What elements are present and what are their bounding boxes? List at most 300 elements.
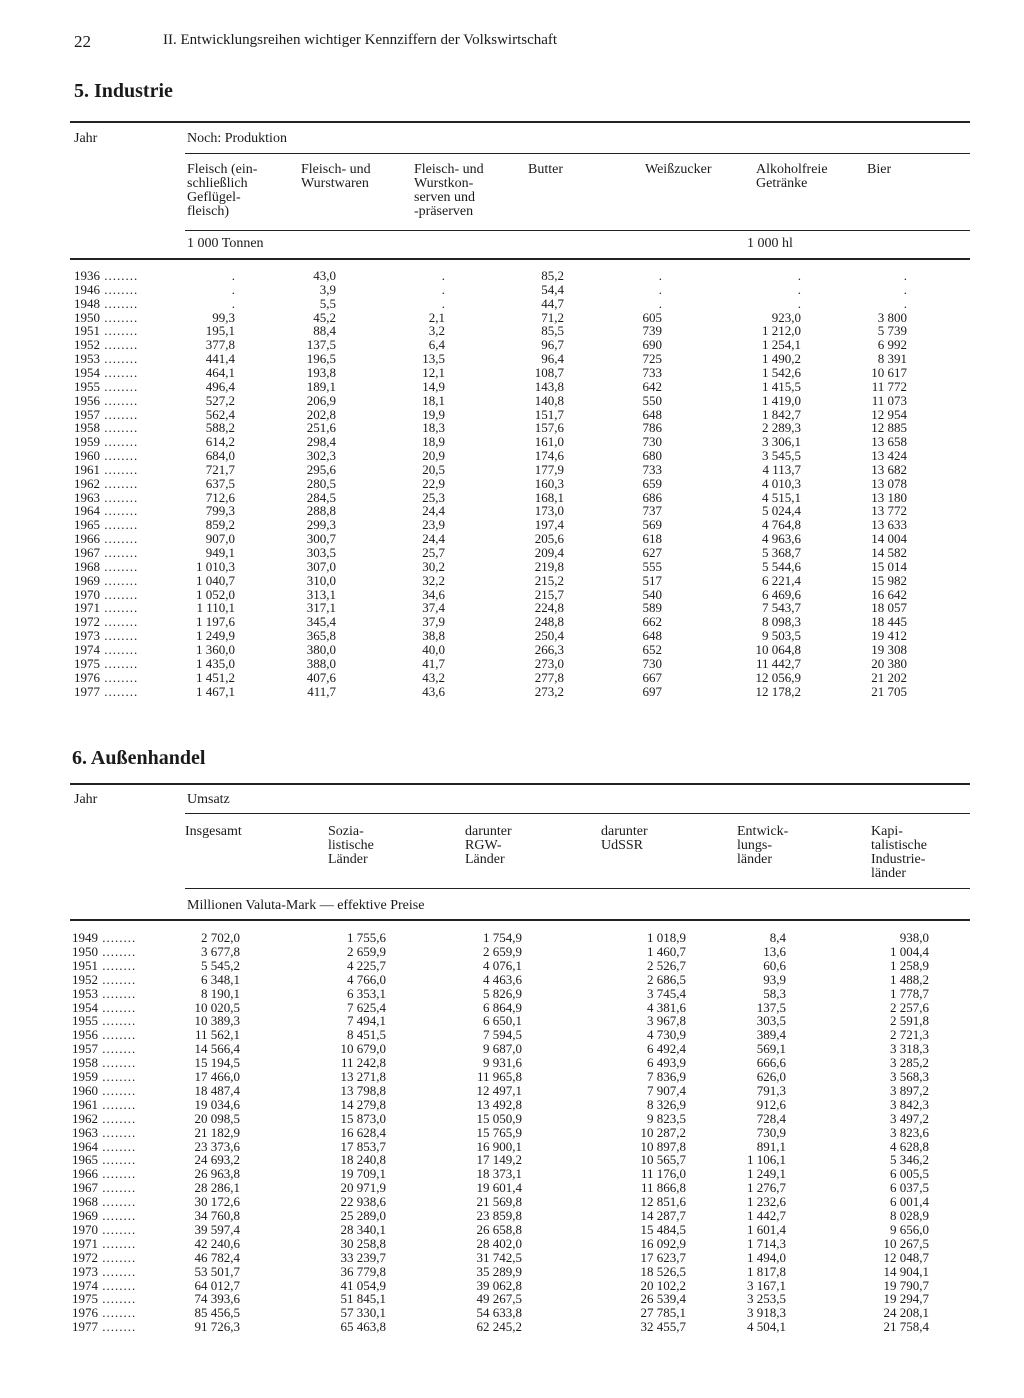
table-cell: 28 402,0 xyxy=(476,1235,522,1251)
table-cell: 411,7 xyxy=(307,683,336,699)
table-cell: 303,5 xyxy=(756,1013,786,1029)
table-cell: 197,4 xyxy=(534,517,564,533)
table-cell: 65 463,8 xyxy=(340,1319,386,1335)
table-cell: 648 xyxy=(642,628,662,644)
table-cell: 725 xyxy=(642,351,662,367)
table-cell: 248,8 xyxy=(534,614,564,630)
table-cell: 88,4 xyxy=(313,323,336,339)
table-cell: 273,2 xyxy=(534,683,564,699)
row-year: 1977 ........ xyxy=(72,1319,137,1335)
table-cell: 786 xyxy=(642,420,662,436)
table-cell: 34 760,8 xyxy=(194,1208,240,1223)
row-year: 1973 ........ xyxy=(74,628,139,644)
table-cell: 25,3 xyxy=(422,489,445,505)
row-year: 1949 ........ xyxy=(72,930,137,945)
table-cell: 39 597,4 xyxy=(194,1221,240,1237)
table-cell: 5 024,4 xyxy=(762,503,801,519)
table-cell: 15 194,5 xyxy=(194,1055,240,1071)
unit-label-hectolitres: 1 000 hl xyxy=(747,236,793,251)
table-cell: 6 353,1 xyxy=(347,985,386,1001)
table-cell: 4 010,3 xyxy=(762,475,801,491)
table-cell: 12 851,6 xyxy=(640,1194,686,1210)
table-cell: 1 106,1 xyxy=(747,1152,786,1168)
table-cell: 1 601,4 xyxy=(747,1221,786,1237)
table-cell: 11 562,1 xyxy=(194,1027,240,1043)
table-cell: 143,8 xyxy=(534,378,564,394)
table-cell: . xyxy=(441,295,445,311)
table-cell: 527,2 xyxy=(205,392,235,408)
table-cell: 18 526,5 xyxy=(640,1263,686,1279)
table-cell: 1 010,3 xyxy=(196,558,235,574)
table-cell: 15 873,0 xyxy=(340,1110,386,1126)
table-cell: 1 276,7 xyxy=(747,1180,786,1196)
table-cell: 1 451,2 xyxy=(196,669,235,685)
table-cell: 2 659,9 xyxy=(347,943,386,959)
table-cell: . xyxy=(231,268,235,283)
table-cell: 721,7 xyxy=(205,461,235,477)
table-cell: . xyxy=(903,268,907,283)
row-year: 1968 ........ xyxy=(72,1194,137,1210)
table-cell: 310,0 xyxy=(306,572,336,588)
row-year: 1952 ........ xyxy=(74,337,139,353)
table-top-rule xyxy=(70,783,970,785)
table-cell: 5,5 xyxy=(319,295,336,311)
table-cell: 13 798,8 xyxy=(340,1082,386,1098)
table-cell: 3 318,3 xyxy=(890,1041,929,1057)
table-cell: 13 271,8 xyxy=(340,1069,386,1084)
table-cell: 733 xyxy=(642,461,662,477)
column-header: Fleisch- und Wurstwaren xyxy=(301,162,371,191)
table-cell: 799,3 xyxy=(205,503,235,519)
table-cell: 15 484,5 xyxy=(640,1221,686,1237)
table-cell: 365,8 xyxy=(306,628,336,644)
table-cell: 13 633 xyxy=(871,517,907,533)
table-cell: 8,4 xyxy=(769,930,786,945)
table-cell: 300,7 xyxy=(306,531,336,547)
table-cell: 33 239,7 xyxy=(340,1249,386,1265)
row-year: 1951 ........ xyxy=(72,957,137,973)
table-cell: 730,9 xyxy=(756,1124,786,1140)
table-cell: 313,1 xyxy=(306,586,336,602)
table-cell: 19 412 xyxy=(871,628,907,644)
table-cell: 14 582 xyxy=(871,545,907,560)
table-cell: 2 686,5 xyxy=(647,971,686,987)
table-cell: . xyxy=(231,281,235,297)
table-cell: 10 064,8 xyxy=(755,641,801,657)
table-cell: 24,4 xyxy=(422,503,445,519)
table-cell: 6 469,6 xyxy=(762,586,801,602)
table-cell: 3 677,8 xyxy=(201,943,240,959)
table-cell: 26 963,8 xyxy=(194,1166,240,1182)
table-cell: 174,6 xyxy=(534,448,564,464)
table-cell: 17 466,0 xyxy=(194,1069,240,1084)
table-cell: 19 034,6 xyxy=(194,1096,240,1112)
table-cell: . xyxy=(231,295,235,311)
table-cell: 1 817,8 xyxy=(747,1263,786,1279)
unit-rule xyxy=(185,888,970,889)
table-cell: 215,7 xyxy=(534,586,564,602)
table-cell: 22,9 xyxy=(422,475,445,491)
table-cell: 938,0 xyxy=(899,930,929,945)
table-cell: 3 545,5 xyxy=(762,448,801,464)
row-year: 1958 ........ xyxy=(74,420,139,436)
table-cell: 91 726,3 xyxy=(194,1319,240,1335)
table-cell: 24 208,1 xyxy=(883,1305,929,1321)
table-cell: 9 823,5 xyxy=(647,1110,686,1126)
table-cell: 18 240,8 xyxy=(340,1152,386,1168)
table-cell: 1 052,0 xyxy=(196,586,235,602)
table-cell: 42 240,6 xyxy=(194,1235,240,1251)
table-cell: . xyxy=(797,281,801,297)
table-cell: 15 050,9 xyxy=(476,1110,522,1126)
table-cell: 6 992 xyxy=(877,337,907,353)
row-year: 1970 ........ xyxy=(72,1221,137,1237)
table-cell: 1 755,6 xyxy=(347,930,386,945)
table-cell: 684,0 xyxy=(205,448,235,464)
table-cell: 18 373,1 xyxy=(476,1166,522,1182)
table-cell: 32 455,7 xyxy=(640,1319,686,1335)
table-cell: 3 745,4 xyxy=(647,985,686,1001)
table-cell: 3,2 xyxy=(428,323,445,339)
table-cell: 20 098,5 xyxy=(194,1110,240,1126)
row-year: 1967 ........ xyxy=(72,1180,137,1196)
table-cell: 193,8 xyxy=(306,364,336,380)
table-cell: 7 594,5 xyxy=(483,1027,522,1043)
table-cell: 4 381,6 xyxy=(647,999,686,1015)
row-year: 1954 ........ xyxy=(72,999,137,1015)
table-cell: 733 xyxy=(642,364,662,380)
year-header: Jahr xyxy=(74,131,98,146)
table-cell: 5 545,2 xyxy=(201,957,240,973)
table-cell: 37,9 xyxy=(422,614,445,630)
table-cell: 1 419,0 xyxy=(762,392,801,408)
table-cell: 3 306,1 xyxy=(762,434,801,450)
table-cell: 949,1 xyxy=(205,545,235,560)
table-cell: 32,2 xyxy=(422,572,445,588)
table-cell: 140,8 xyxy=(534,392,564,408)
table-cell: 1 415,5 xyxy=(762,378,801,394)
table-cell: 298,4 xyxy=(306,434,336,450)
table-cell: 17 149,2 xyxy=(476,1152,522,1168)
row-year: 1953 ........ xyxy=(72,985,137,1001)
table-cell: 206,9 xyxy=(306,392,336,408)
table-cell: 680 xyxy=(642,448,662,464)
table-cell: 10 287,2 xyxy=(640,1124,686,1140)
column-header: Butter xyxy=(528,162,563,177)
table-cell: 19 308 xyxy=(871,641,907,657)
table-cell: 58,3 xyxy=(763,985,786,1001)
table-cell: 44,7 xyxy=(541,295,564,311)
group-header-rule xyxy=(185,813,970,814)
table-cell: 18 487,4 xyxy=(194,1082,240,1098)
table-cell: 51 845,1 xyxy=(340,1291,386,1307)
row-year: 1975 ........ xyxy=(74,655,139,671)
table-cell: 93,9 xyxy=(763,971,786,987)
table-cell: 22 938,6 xyxy=(340,1194,386,1210)
table-cell: 13,6 xyxy=(763,943,786,959)
table-cell: 23 859,8 xyxy=(476,1208,522,1223)
column-header: Fleisch- und Wurstkon- serven und -präserven xyxy=(414,162,484,219)
table-cell: 730 xyxy=(642,434,662,450)
row-year: 1973 ........ xyxy=(72,1263,137,1279)
table-cell: 36 779,8 xyxy=(340,1263,386,1279)
table-cell: 496,4 xyxy=(205,378,235,394)
table-cell: 3 497,2 xyxy=(890,1110,929,1126)
table-cell: 12 178,2 xyxy=(755,683,801,699)
table-cell: 10 389,3 xyxy=(194,1013,240,1029)
table-cell: 85 456,5 xyxy=(194,1305,240,1321)
table-cell: 697 xyxy=(642,683,662,699)
column-header: Entwick- lungs- länder xyxy=(737,824,789,867)
table-cell: 38,8 xyxy=(422,628,445,644)
table-cell: 1 494,0 xyxy=(747,1249,786,1265)
table-cell: 20 971,9 xyxy=(340,1180,386,1196)
table-cell: 380,0 xyxy=(306,641,336,657)
table-cell: 21 705 xyxy=(871,683,907,699)
table-cell: 196,5 xyxy=(306,351,336,367)
row-year: 1960 ........ xyxy=(72,1082,137,1098)
column-header: Insgesamt xyxy=(185,824,242,839)
table-cell: 1 040,7 xyxy=(196,572,235,588)
table-cell: 1 490,2 xyxy=(762,351,801,367)
table-cell: 4 730,9 xyxy=(647,1027,686,1043)
table-cell: 7 494,1 xyxy=(347,1013,386,1029)
table-cell: 20 380 xyxy=(871,655,907,671)
column-header: Weißzucker xyxy=(645,162,712,177)
unit-label-tonnes: 1 000 Tonnen xyxy=(187,236,264,251)
row-year: 1953 ........ xyxy=(74,351,139,367)
table-cell: 277,8 xyxy=(534,669,564,685)
unit-label: Millionen Valuta-Mark — effektive Preise xyxy=(187,898,425,913)
table-cell: 2,1 xyxy=(428,309,445,325)
table-cell: 5 368,7 xyxy=(762,545,801,560)
table-cell: 8 451,5 xyxy=(347,1027,386,1043)
table-cell: 74 393,6 xyxy=(194,1291,240,1307)
table-cell: 4 225,7 xyxy=(347,957,386,973)
table-cell: 12 885 xyxy=(871,420,907,436)
row-year: 1960 ........ xyxy=(74,448,139,464)
table-cell: . xyxy=(903,295,907,311)
table-cell: 99,3 xyxy=(212,309,235,325)
table-cell: 11 442,7 xyxy=(755,655,801,671)
row-year: 1976 ........ xyxy=(74,669,139,685)
table-cell: 7 543,7 xyxy=(762,600,801,616)
table-cell: 20,5 xyxy=(422,461,445,477)
table-cell: 464,1 xyxy=(205,364,235,380)
table-cell: . xyxy=(441,268,445,283)
table-cell: 4 504,1 xyxy=(747,1319,786,1335)
table-cell: 96,7 xyxy=(541,337,564,353)
table-cell: 12,1 xyxy=(422,364,445,380)
group-header: Umsatz xyxy=(187,792,230,807)
table-cell: 12 497,1 xyxy=(476,1082,522,1098)
table-cell: 16 628,4 xyxy=(340,1124,386,1140)
table-cell: 6 864,9 xyxy=(483,999,522,1015)
row-year: 1965 ........ xyxy=(72,1152,137,1168)
table-cell: 659 xyxy=(642,475,662,491)
row-year: 1951 ........ xyxy=(74,323,139,339)
row-year: 1966 ........ xyxy=(72,1166,137,1182)
row-year: 1959 ........ xyxy=(74,434,139,450)
table-cell: 627 xyxy=(642,545,662,560)
table-cell: 209,4 xyxy=(534,545,564,560)
table-cell: 1 442,7 xyxy=(747,1208,786,1223)
table-cell: 18 445 xyxy=(871,614,907,630)
table-cell: 4 628,8 xyxy=(890,1138,929,1154)
row-year: 1950 ........ xyxy=(72,943,137,959)
table-cell: 157,6 xyxy=(534,420,564,436)
table-header-bottom-rule xyxy=(70,258,970,260)
table-cell: 30 258,8 xyxy=(340,1235,386,1251)
table-cell: 377,8 xyxy=(205,337,235,353)
table-cell: 1 542,6 xyxy=(762,364,801,380)
column-header: Bier xyxy=(867,162,892,177)
table-cell: 648 xyxy=(642,406,662,422)
table-cell: 588,2 xyxy=(205,420,235,436)
table-cell: 11 866,8 xyxy=(640,1180,686,1196)
table-cell: . xyxy=(441,281,445,297)
table-cell: 891,1 xyxy=(756,1138,786,1154)
table-cell: 173,0 xyxy=(534,503,564,519)
table-cell: 250,4 xyxy=(534,628,564,644)
table-cell: 9 687,0 xyxy=(483,1041,522,1057)
table-cell: 26 658,8 xyxy=(476,1221,522,1237)
table-cell: 18,1 xyxy=(422,392,445,408)
table-cell: 18,9 xyxy=(422,434,445,450)
table-cell: 8 190,1 xyxy=(201,985,240,1001)
table-cell: 53 501,7 xyxy=(194,1263,240,1279)
row-year: 1955 ........ xyxy=(74,378,139,394)
table-cell: 2 526,7 xyxy=(647,957,686,973)
table-cell: 3 285,2 xyxy=(890,1055,929,1071)
table-cell: 2 257,6 xyxy=(890,999,929,1015)
table-cell: 728,4 xyxy=(756,1110,786,1126)
table-cell: 251,6 xyxy=(306,420,336,436)
table-cell: 4 766,0 xyxy=(347,971,386,987)
table-cell: 31 742,5 xyxy=(476,1249,522,1265)
row-year: 1959 ........ xyxy=(72,1069,137,1084)
table-cell: 25,7 xyxy=(422,545,445,560)
table-cell: 28 286,1 xyxy=(194,1180,240,1196)
table-cell: 2 289,3 xyxy=(762,420,801,436)
table-cell: . xyxy=(658,295,662,311)
table-cell: 13 682 xyxy=(871,461,907,477)
table-cell: 6 221,4 xyxy=(762,572,801,588)
table-cell: 5 346,2 xyxy=(890,1152,929,1168)
row-year: 1974 ........ xyxy=(74,641,139,657)
row-year: 1977 ........ xyxy=(74,683,139,699)
table-cell: 6 037,5 xyxy=(890,1180,929,1196)
table-cell: 1 004,4 xyxy=(890,943,929,959)
table-cell: 23 373,6 xyxy=(194,1138,240,1154)
table-cell: 266,3 xyxy=(534,641,564,657)
table-cell: 195,1 xyxy=(205,323,235,339)
table-cell: 5 544,6 xyxy=(762,558,801,574)
table-header-bottom-rule xyxy=(70,919,970,921)
table-cell: 12 048,7 xyxy=(883,1249,929,1265)
table-cell: 6 492,4 xyxy=(647,1041,686,1057)
table-cell: 562,4 xyxy=(205,406,235,422)
table-cell: 13 180 xyxy=(871,489,907,505)
table-cell: 215,2 xyxy=(534,572,564,588)
table-cell: 224,8 xyxy=(534,600,564,616)
table-cell: 3 897,2 xyxy=(890,1082,929,1098)
section-title-aussenhandel: 6. Außenhandel xyxy=(72,747,206,769)
row-year: 1971 ........ xyxy=(74,600,139,616)
table-cell: 14 287,7 xyxy=(640,1208,686,1223)
table-cell: 10 617 xyxy=(871,364,907,380)
table-cell: 43,0 xyxy=(313,268,336,283)
table-cell: 1 212,0 xyxy=(762,323,801,339)
row-year: 1965 ........ xyxy=(74,517,139,533)
table-cell: 85,2 xyxy=(541,268,564,283)
table-cell: 13,5 xyxy=(422,351,445,367)
table-cell: . xyxy=(903,281,907,297)
row-year: 1950 ........ xyxy=(74,309,139,325)
table-cell: 2 659,9 xyxy=(483,943,522,959)
table-cell: 108,7 xyxy=(534,364,564,380)
row-year: 1962 ........ xyxy=(74,475,139,491)
table-cell: 14 904,1 xyxy=(883,1263,929,1279)
table-cell: 295,6 xyxy=(306,461,336,477)
table-cell: 7 836,9 xyxy=(647,1069,686,1084)
table-cell: 642 xyxy=(642,378,662,394)
table-cell: 23,9 xyxy=(422,517,445,533)
table-cell: 4 515,1 xyxy=(762,489,801,505)
table-cell: 652 xyxy=(642,641,662,657)
table-cell: 13 492,8 xyxy=(476,1096,522,1112)
table-cell: 686 xyxy=(642,489,662,505)
table-cell: 3 842,3 xyxy=(890,1096,929,1112)
table-cell: 12 056,9 xyxy=(755,669,801,685)
table-cell: 7 625,4 xyxy=(347,999,386,1015)
row-year: 1936 ........ xyxy=(74,268,139,283)
table-cell: 666,6 xyxy=(756,1055,786,1071)
row-year: 1969 ........ xyxy=(74,572,139,588)
table-cell: 57 330,1 xyxy=(340,1305,386,1321)
table-cell: 3 568,3 xyxy=(890,1069,929,1084)
table-cell: 388,0 xyxy=(306,655,336,671)
table-cell: 43,2 xyxy=(422,669,445,685)
table-cell: 10 897,8 xyxy=(640,1138,686,1154)
table-cell: 3 967,8 xyxy=(647,1013,686,1029)
table-cell: 737 xyxy=(642,503,662,519)
table-cell: 11 772 xyxy=(871,378,907,394)
table-cell: 4 463,6 xyxy=(483,971,522,987)
table-cell: 1 778,7 xyxy=(890,985,929,1001)
table-cell: 1 258,9 xyxy=(890,957,929,973)
table-cell: 614,2 xyxy=(205,434,235,450)
table-cell: 569 xyxy=(642,517,662,533)
table-cell: 46 782,4 xyxy=(194,1249,240,1265)
table-cell: 71,2 xyxy=(541,309,564,325)
table-cell: 19 709,1 xyxy=(340,1166,386,1182)
table-cell: 45,2 xyxy=(313,309,336,325)
table-cell: 1 249,1 xyxy=(747,1166,786,1182)
table-cell: 280,5 xyxy=(306,475,336,491)
table-cell: 4 764,8 xyxy=(762,517,801,533)
column-header: Fleisch (ein- schließlich Geflügel- fleisch) xyxy=(187,162,258,219)
table-cell: 11 965,8 xyxy=(476,1069,522,1084)
table-cell: 8 326,9 xyxy=(647,1096,686,1112)
table-cell: 5 739 xyxy=(877,323,907,339)
table-cell: 137,5 xyxy=(756,999,786,1015)
row-year: 1975 ........ xyxy=(72,1291,137,1307)
table-cell: 791,3 xyxy=(756,1082,786,1098)
table-cell: 589 xyxy=(642,600,662,616)
table-cell: 39 062,8 xyxy=(476,1277,522,1293)
table-cell: . xyxy=(797,295,801,311)
